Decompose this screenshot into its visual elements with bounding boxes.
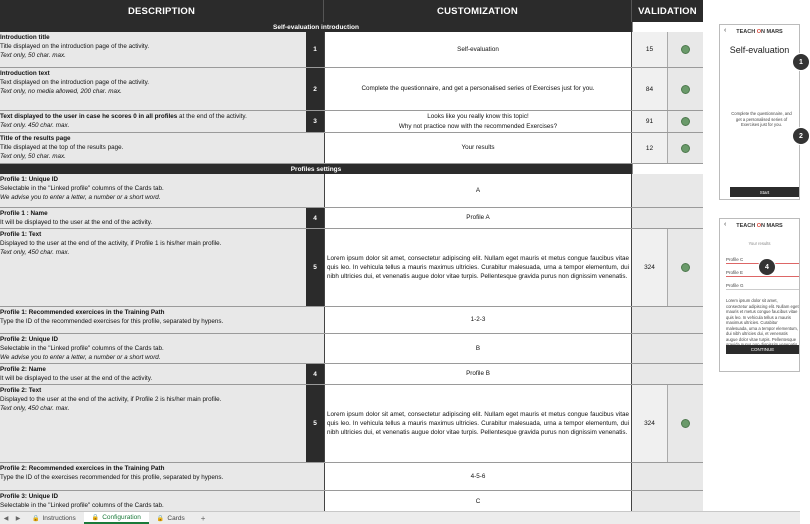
table-row bbox=[0, 208, 703, 229]
field-title: Profile 2: Unique ID bbox=[0, 336, 59, 343]
customization-cell[interactable]: Profile B bbox=[324, 364, 632, 384]
customization-cell[interactable]: C bbox=[324, 491, 632, 512]
lock-icon: 🔒 bbox=[91, 514, 100, 521]
callout-number-cell[interactable] bbox=[306, 174, 324, 207]
validation-cell bbox=[668, 229, 703, 306]
description-cell[interactable] bbox=[0, 385, 306, 462]
table-row bbox=[0, 491, 703, 513]
brand-logo: TEACH ON MARS bbox=[736, 29, 783, 35]
callout-number-cell[interactable] bbox=[306, 463, 324, 490]
prev-sheet-button[interactable]: ◀ bbox=[3, 515, 9, 522]
back-arrow-icon: ‹ bbox=[724, 221, 727, 228]
field-constraint: We advise you to enter a letter, a number or a short word. bbox=[0, 354, 161, 361]
section-header-spacer bbox=[632, 22, 704, 32]
status-dot-icon bbox=[681, 85, 690, 94]
customization-cell[interactable]: Lorem ipsum dolor sit amet, consectetur adipiscing elit. Nullam eget mauris et metus congue faucibus vitae quis leo. In vehicula tellus a mauris maximus ultricies. Curabitur malesuada, urna a tempor elementum, dui nibh ultricies dui, et venenatis augue dolor vitae turpis. Pellentesque gravida purus non dignissim venenatis. bbox=[324, 385, 632, 462]
table-row bbox=[0, 385, 703, 463]
table-row bbox=[0, 463, 703, 491]
table-row bbox=[0, 307, 703, 334]
sheet-tab-cards[interactable] bbox=[149, 512, 193, 524]
customization-cell[interactable]: A bbox=[324, 174, 632, 207]
callout-number-cell[interactable]: 4 bbox=[306, 364, 324, 384]
header-description: DESCRIPTION bbox=[0, 0, 324, 22]
tabs-container bbox=[24, 512, 193, 524]
preview-profile-item: Profile E bbox=[726, 270, 799, 277]
description-cell[interactable] bbox=[0, 307, 306, 333]
sheet-tab-bar bbox=[0, 511, 800, 524]
char-count-cell: 12 bbox=[632, 133, 668, 163]
char-count-cell: 91 bbox=[632, 111, 668, 132]
description-cell[interactable] bbox=[0, 68, 306, 110]
preview-header bbox=[720, 25, 799, 39]
callout-number-cell[interactable]: 1 bbox=[306, 32, 324, 67]
validation-cell bbox=[668, 32, 703, 67]
customization-cell[interactable]: 4-5-6 bbox=[324, 463, 632, 490]
field-description: Type the ID of the exercises recommended for this profile, separated by hypens. bbox=[0, 474, 224, 481]
description-cell[interactable] bbox=[0, 229, 306, 306]
preview-profile-item: Profile G bbox=[726, 283, 799, 290]
next-sheet-button[interactable]: ▶ bbox=[15, 515, 21, 522]
description-cell[interactable] bbox=[0, 111, 306, 132]
customization-cell[interactable]: Complete the questionnaire, and get a personalised series of Exercises just for you. bbox=[324, 68, 632, 110]
field-constraint: Text only, 50 char. max. bbox=[0, 52, 66, 59]
customization-cell[interactable]: B bbox=[324, 334, 632, 363]
char-count-cell: 84 bbox=[632, 68, 668, 110]
brand-logo: TEACH ON MARS bbox=[736, 223, 783, 229]
callout-number-cell[interactable]: 2 bbox=[306, 68, 324, 110]
field-description: Text displayed on the introduction page of the activity. bbox=[0, 79, 150, 86]
field-title: Profile 1: Recommended exercices in the Training Path bbox=[0, 309, 165, 316]
field-description: Type the ID of the recommended exercises for this profile, separated by hypens. bbox=[0, 318, 224, 325]
field-title: Profile 3: Unique ID bbox=[0, 493, 59, 500]
description-cell[interactable] bbox=[0, 32, 306, 67]
description-cell[interactable] bbox=[0, 133, 306, 163]
field-title: Profile 2: Name bbox=[0, 366, 46, 373]
customization-cell[interactable]: Self-evaluation bbox=[324, 32, 632, 67]
field-title: Profile 1: Text bbox=[0, 231, 42, 238]
field-title: Profile 2: Recommended exercices in the Training Path bbox=[0, 465, 165, 472]
callout-badge: 2 bbox=[792, 127, 810, 145]
field-constraint: Text only. 450 char. max. bbox=[0, 122, 70, 129]
validation-empty-cell bbox=[632, 174, 703, 207]
preview-header bbox=[720, 219, 799, 233]
validation-cell bbox=[668, 133, 703, 163]
validation-empty-cell bbox=[632, 334, 703, 363]
back-arrow-icon: ‹ bbox=[724, 27, 727, 34]
description-cell[interactable] bbox=[0, 364, 306, 384]
callout-number-cell[interactable] bbox=[306, 133, 324, 163]
validation-empty-cell bbox=[632, 307, 703, 333]
callout-number-cell[interactable]: 5 bbox=[306, 385, 324, 462]
section-header-spacer bbox=[632, 164, 704, 174]
preview-results-text: Lorem ipsum dolor sit amet, consectetur adipiscing elit. Nullam eget mauris et metus congue faucibus vitae quis leo. In vehicula tellus a mauris maximus ultricies. Curabitur malesuada, urna a tempor elementum, dui nibh ultricies dui, et venenatis augue dolor vitae turpis. Pellentesque bbox=[726, 298, 799, 342]
lock-icon: 🔒 bbox=[156, 515, 165, 522]
field-title-suffix: at the end of the activity. bbox=[177, 113, 247, 120]
table-row bbox=[0, 68, 703, 111]
callout-number-cell[interactable] bbox=[306, 334, 324, 363]
customization-cell[interactable] bbox=[324, 111, 632, 132]
preview-start-button: Start bbox=[730, 187, 799, 197]
preview-intro-text: Complete the questionnaire, and get a personalised series of Exercises just for you. bbox=[731, 111, 792, 127]
field-constraint: Text only, no media allowed, 200 char. max. bbox=[0, 88, 122, 95]
status-dot-icon bbox=[681, 144, 690, 153]
field-description: Displayed to the user at the end of the activity, if Profile 2 is his/her main profile. bbox=[0, 396, 222, 403]
description-cell[interactable] bbox=[0, 491, 306, 512]
field-title: Profile 2: Text bbox=[0, 387, 42, 394]
section-header: Self-evaluation introduction bbox=[0, 22, 632, 32]
sheet-tab-configuration[interactable] bbox=[84, 512, 149, 524]
validation-empty-cell bbox=[632, 463, 703, 490]
field-constraint: Text only, 50 char. max. bbox=[0, 153, 66, 160]
callout-number-cell[interactable]: 4 bbox=[306, 208, 324, 228]
field-title: Text displayed to the user in case he scores 0 in all profiles bbox=[0, 113, 178, 120]
table-row bbox=[0, 174, 703, 208]
validation-empty-cell bbox=[632, 364, 703, 384]
field-title: Introduction text bbox=[0, 70, 50, 77]
field-description: Selectable in the "Linked profile" columns of the Cards tab. bbox=[0, 185, 164, 192]
field-title: Title of the results page bbox=[0, 135, 71, 142]
callout-number-cell[interactable] bbox=[306, 491, 324, 512]
validation-cell bbox=[668, 385, 703, 462]
add-sheet-button[interactable]: + bbox=[200, 513, 206, 523]
preview-results-screen bbox=[719, 218, 800, 372]
description-cell[interactable] bbox=[0, 174, 306, 207]
validation-cell bbox=[668, 68, 703, 110]
field-description: Displayed to the user at the end of the activity, if Profile 1 is his/her main profile. bbox=[0, 240, 222, 247]
status-dot-icon bbox=[681, 117, 690, 126]
field-title: Introduction title bbox=[0, 34, 50, 41]
field-constraint: We advise you to enter a letter, a number or a short word. bbox=[0, 194, 161, 201]
preview-intro-screen bbox=[719, 24, 803, 200]
section-header: Profiles settings bbox=[0, 164, 632, 174]
status-dot-icon bbox=[681, 45, 690, 54]
sheet-tab-label: Instructions bbox=[42, 514, 76, 522]
callout-number-cell[interactable]: 5 bbox=[306, 229, 324, 306]
preview-profile-item: Profile C bbox=[726, 257, 799, 264]
field-constraint: Text only, 450 char. max. bbox=[0, 249, 70, 256]
preview-title: Self-evaluation bbox=[729, 45, 790, 55]
header-customization: CUSTOMIZATION bbox=[324, 0, 632, 22]
table-row bbox=[0, 133, 703, 164]
preview-continue-button: CONTINUE bbox=[726, 345, 799, 354]
customization-cell[interactable]: Your results bbox=[324, 133, 632, 163]
preview-panel bbox=[703, 0, 803, 511]
callout-number-cell[interactable]: 3 bbox=[306, 111, 324, 132]
char-count-cell: 15 bbox=[632, 32, 668, 67]
description-cell[interactable] bbox=[0, 208, 306, 228]
lock-icon: 🔒 bbox=[32, 515, 40, 522]
validation-empty-cell bbox=[632, 491, 703, 512]
callout-number-cell[interactable] bbox=[306, 307, 324, 333]
customization-cell[interactable]: Profile A bbox=[324, 208, 632, 228]
field-description: Title displayed at the top of the results page. bbox=[0, 144, 124, 151]
description-cell[interactable] bbox=[0, 463, 306, 490]
field-title: Profile 1: Unique ID bbox=[0, 176, 59, 183]
field-title: Profile 1 : Name bbox=[0, 210, 48, 217]
cell-line: Looks like you really know this topic! bbox=[427, 113, 529, 121]
sheet-tab-label: Cards bbox=[167, 514, 185, 522]
callout-badge: 4 bbox=[758, 258, 776, 276]
validation-cell bbox=[668, 111, 703, 132]
customization-cell[interactable]: Lorem ipsum dolor sit amet, consectetur adipiscing elit. Nullam eget mauris et metus congue faucibus vitae quis leo. In vehicula tellus a mauris maximus ultricies. Curabitur malesuada, urna a tempor elementum, dui nibh ultricies dui, et venenatis augue dolor vitae turpis. Pellentesque gravida purus non dignissim venenatis. bbox=[324, 229, 632, 306]
status-dot-icon bbox=[681, 419, 690, 428]
table-row bbox=[0, 229, 703, 307]
sheet-tab-label: Configuration bbox=[102, 513, 141, 521]
callout-badge: 1 bbox=[792, 53, 810, 71]
preview-results-subtitle: Your results bbox=[748, 241, 771, 246]
table-row bbox=[0, 111, 703, 133]
header-validation: VALIDATION bbox=[632, 0, 703, 22]
field-description: Selectable in the "Linked profile" columns of the Cards tab. bbox=[0, 345, 164, 352]
customization-cell[interactable]: 1-2-3 bbox=[324, 307, 632, 333]
field-constraint: Text only, 450 char. max. bbox=[0, 405, 70, 412]
field-description: It will be displayed to the user at the end of the activity. bbox=[0, 375, 153, 382]
field-description: It will be displayed to the user at the end of the activity. bbox=[0, 219, 153, 226]
table-row bbox=[0, 364, 703, 385]
validation-empty-cell bbox=[632, 208, 703, 228]
cell-line: Why not practice now with the recommended Exercises? bbox=[398, 122, 558, 130]
sheet-tab-instructions[interactable] bbox=[24, 512, 84, 524]
char-count-cell: 324 bbox=[632, 229, 668, 306]
field-description: Selectable in the "Linked profile" columns of the Cards tab. bbox=[0, 502, 164, 509]
field-description: Title displayed on the introduction page of the activity. bbox=[0, 43, 150, 50]
char-count-cell: 324 bbox=[632, 385, 668, 462]
description-cell[interactable] bbox=[0, 334, 306, 363]
status-dot-icon bbox=[681, 263, 690, 272]
table-row bbox=[0, 32, 703, 68]
table-row bbox=[0, 334, 703, 364]
